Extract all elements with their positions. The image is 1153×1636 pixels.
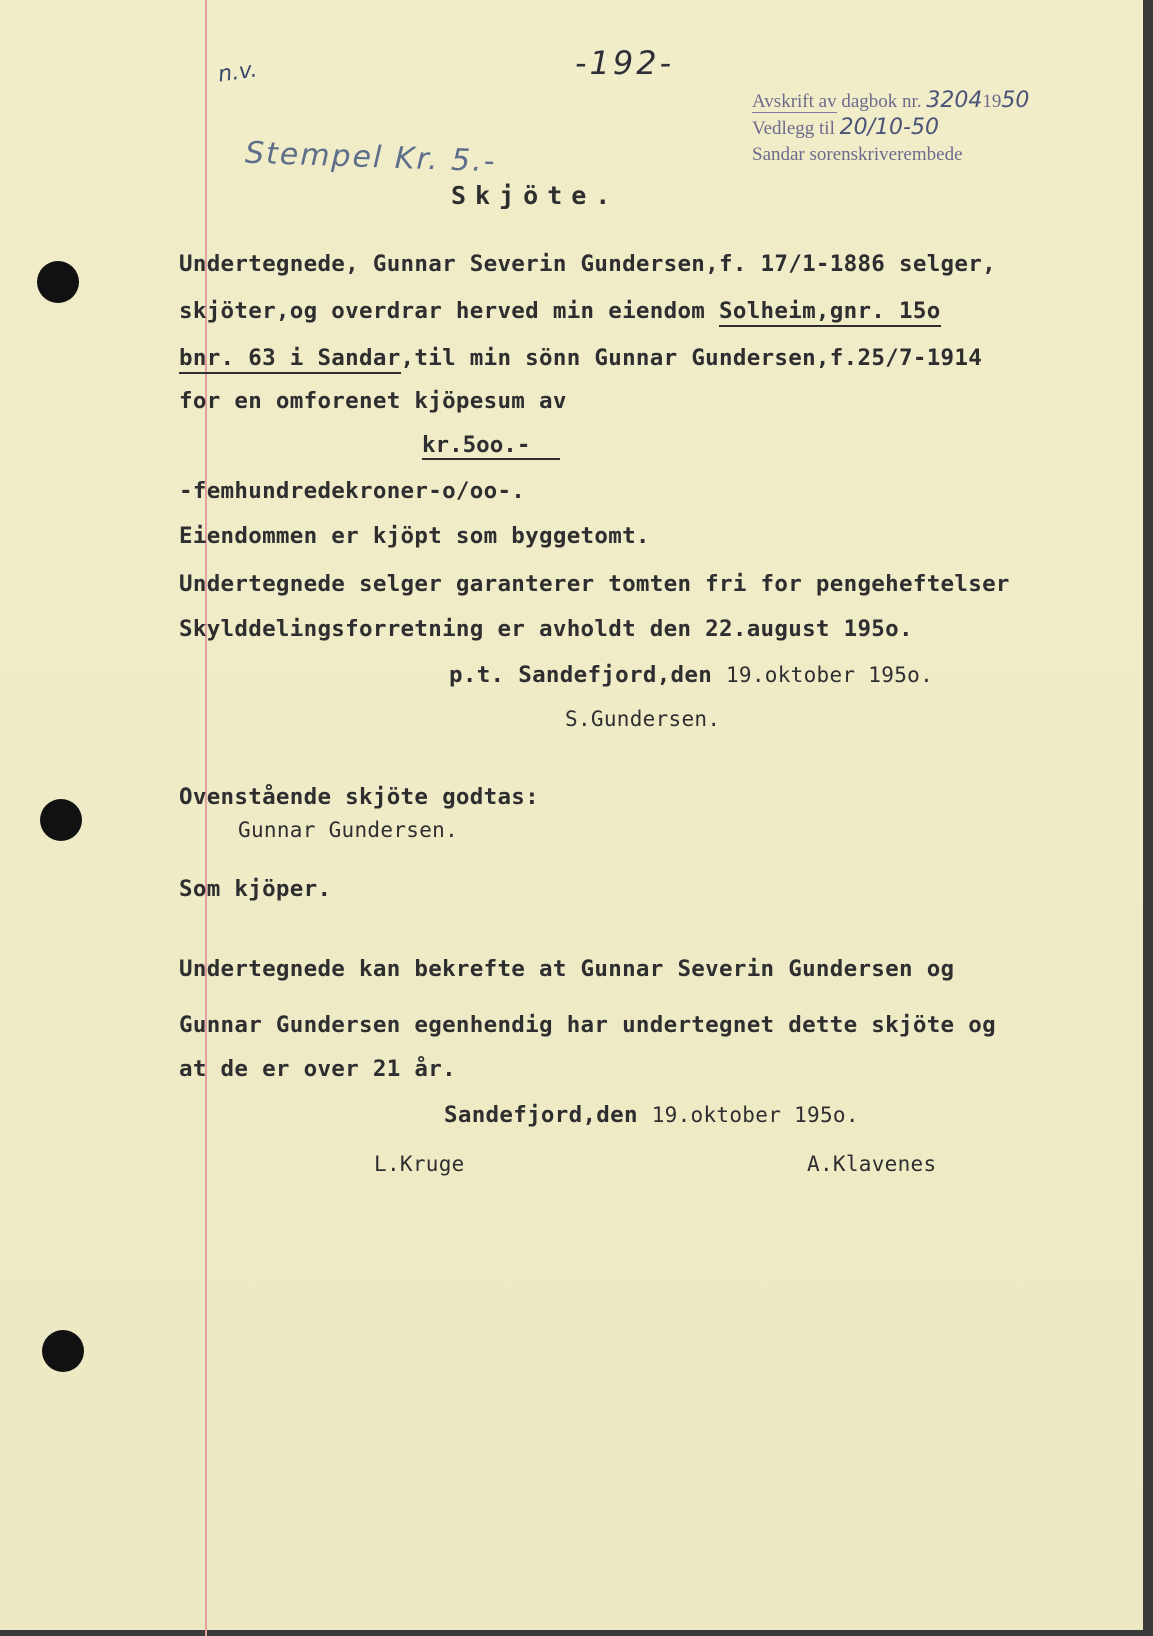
stamp-journal-label: dagbok nr. (841, 91, 922, 112)
stamp-row-2 (752, 115, 1029, 142)
place-date-1-place: p.t. Sandefjord,den (449, 662, 726, 688)
seller-signature: S.Gundersen. (565, 707, 721, 731)
witness-line-3: at de er over 21 år. (179, 1056, 456, 1082)
survey-line: Skylddelingsforretning er avholdt den 22.august 195o. (179, 616, 913, 642)
punch-hole-top (37, 261, 79, 303)
document-title: Skjöte. (451, 181, 620, 210)
stamp-row-1 (752, 88, 1029, 115)
witness-signature-2: A.Klavenes (807, 1152, 937, 1176)
deed-line-4: for en omforenet kjöpesum av (179, 388, 567, 414)
stamp-fee-note: Stempel Kr. 5.- (244, 135, 498, 180)
place-date-2-place: Sandefjord,den (444, 1102, 652, 1128)
place-date-2-date: 19.oktober 195o. (651, 1103, 859, 1127)
witness-signature-1: L.Kruge (374, 1152, 465, 1176)
deed-line-3-text: ,til min sönn Gunnar Gundersen,f.25/7-1914 (400, 345, 983, 371)
deed-line-1: Undertegnede, Gunnar Severin Gundersen,f. 17/1-1886 selger, (179, 251, 996, 277)
guarantee-line: Undertegnede selger garanterer tomten fri for pengeheftelser (179, 571, 1010, 597)
deed-line-2 (179, 298, 941, 324)
property-line: Eiendommen er kjöpt som byggetomt. (179, 523, 650, 549)
page-number: -192- (575, 44, 675, 82)
stamp-journal-number: 3204 (926, 88, 983, 113)
property-name: Solheim,gnr. 15o (719, 298, 941, 327)
punch-hole-middle (40, 799, 82, 841)
accept-line: Ovenstående skjöte godtas: (179, 784, 539, 810)
scan-edge-bottom (0, 1630, 1153, 1636)
witness-line-2: Gunnar Gundersen egenhendig har undertegnet dette skjöte og (179, 1012, 996, 1038)
place-date-1-date: 19.oktober 195o. (725, 663, 934, 687)
amount-in-words: -femhundredekroner-o/oo-. (179, 478, 526, 504)
office-stamp (752, 88, 1029, 168)
stamp-year-suffix: 50 (1001, 88, 1030, 113)
deed-line-2-text: skjöter,og overdrar herved min eiendom (179, 298, 719, 324)
stamp-attachment-date: 20/10-50 (839, 115, 939, 140)
stamp-row-3: Sandar sorenskriverembede (752, 144, 963, 165)
property-unit: bnr. 63 i Sandar (179, 345, 401, 374)
place-date-2 (444, 1102, 859, 1128)
handwritten-initials: n.v. (216, 57, 259, 88)
place-date-1 (449, 662, 933, 688)
stamp-copy-label: Avskrift av (752, 91, 837, 112)
stamp-attachment-label: Vedlegg til (752, 118, 835, 139)
as-buyer-line: Som kjöper. (179, 876, 332, 902)
margin-line (205, 0, 207, 1636)
purchase-amount: kr.5oo.- (422, 432, 560, 460)
witness-line-1: Undertegnede kan bekrefte at Gunnar Severin Gundersen og (179, 956, 955, 982)
scan-edge-right (1143, 0, 1153, 1636)
stamp-year-prefix: 19 (982, 91, 1002, 112)
buyer-signature: Gunnar Gundersen. (238, 818, 459, 842)
deed-line-3 (179, 345, 982, 371)
punch-hole-bottom (42, 1330, 84, 1372)
